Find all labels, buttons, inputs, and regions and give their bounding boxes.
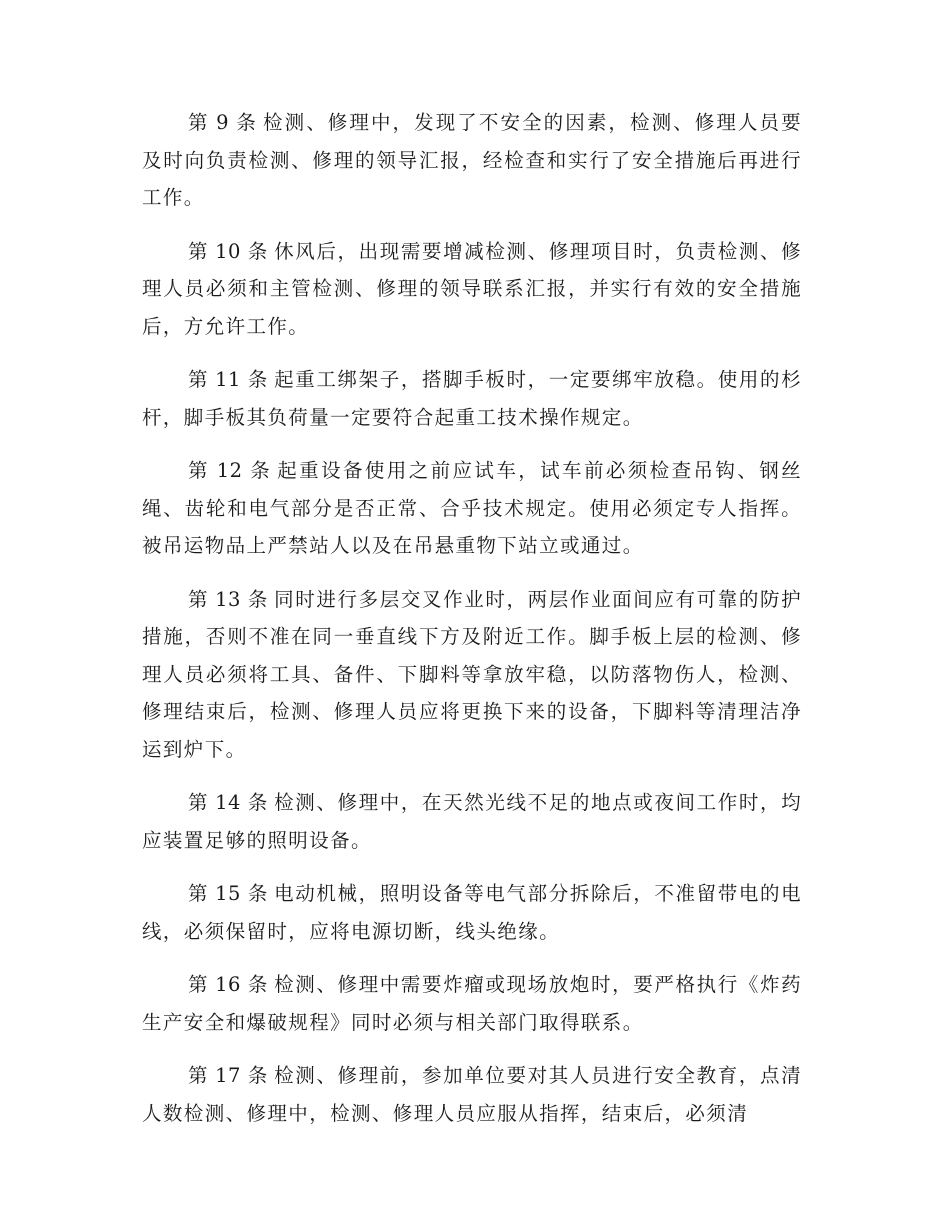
article-number: 第 13 条 [188, 587, 269, 611]
article-text: 检测、修理中，发现了不安全的因素，检测、修理人员要及时向负责检测、修理的领导汇报，经检查和实行了安全措施后再进行工作。 [142, 111, 802, 209]
article-10 [142, 233, 802, 346]
article-number: 第 16 条 [188, 973, 269, 996]
article-17 [142, 1057, 802, 1132]
article-number: 第 17 条 [188, 1064, 269, 1087]
article-number: 第 14 条 [188, 791, 269, 814]
article-text: 电动机械，照明设备等电气部分拆除后，不准留带电的电线，必须保留时，应将电源切断，线头绝缘。 [142, 882, 802, 943]
document-body [142, 104, 802, 1148]
article-number: 第 10 条 [188, 239, 269, 263]
article-number: 第 11 条 [188, 368, 269, 391]
article-16 [142, 966, 802, 1041]
article-text: 同时进行多层交叉作业时，两层作业面间应有可靠的防护措施，否则不准在同一垂直线下方及附近工作。脚手板上层的检测、修理人员必须将工具、备件、下脚料等拿放牢稳，以防落物伤人，检测、修理结束后，检测、修理人员应将更换下来的设备，下脚料等清理洁净运到炉下。 [142, 587, 802, 761]
article-number: 第 12 条 [188, 459, 272, 482]
article-number: 第 15 条 [188, 882, 269, 905]
article-11 [142, 361, 802, 436]
article-number: 第 9 条 [188, 111, 258, 134]
article-text: 检测、修理中需要炸瘤或现场放炮时，要严格执行《炸药生产安全和爆破规程》同时必须与相关部门取得联系。 [142, 973, 802, 1034]
article-13 [142, 581, 802, 769]
article-text: 检测、修理前，参加单位要对其人员进行安全教育，点清人数检测、修理中，检测、修理人员应服从指挥，结束后，必须清 [142, 1064, 802, 1125]
article-15 [142, 875, 802, 950]
article-9 [142, 104, 802, 217]
article-14 [142, 784, 802, 859]
article-text: 起重工绑架子，搭脚手板时，一定要绑牢放稳。使用的杉杆，脚手板其负荷量一定要符合起重工技术操作规定。 [142, 368, 802, 429]
article-12 [142, 452, 802, 565]
article-text: 起重设备使用之前应试车，试车前必须检查吊钩、钢丝绳、齿轮和电气部分是否正常、合乎技术规定。使用必须定专人指挥。被吊运物品上严禁站人以及在吊悬重物下站立或通过。 [142, 459, 802, 557]
article-text: 检测、修理中，在天然光线不足的地点或夜间工作时，均应装置足够的照明设备。 [142, 791, 802, 852]
article-text: 休风后，出现需要增减检测、修理项目时，负责检测、修理人员必须和主管检测、修理的领导联系汇报，并实行有效的安全措施后，方允许工作。 [142, 239, 802, 338]
